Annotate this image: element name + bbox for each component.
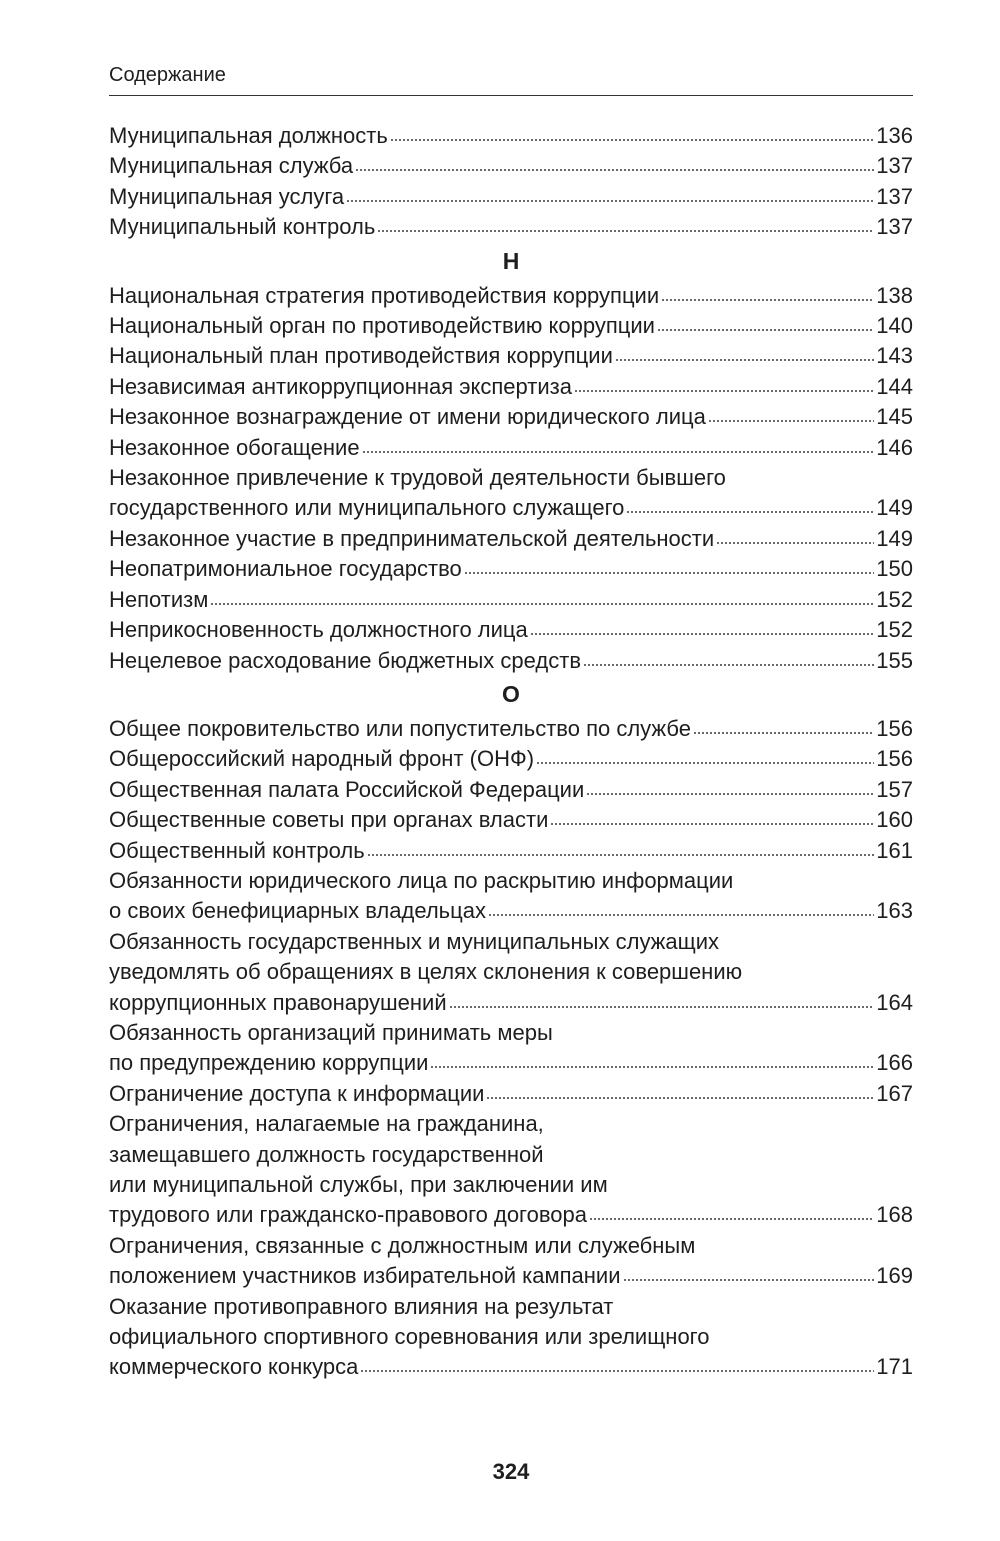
toc-entry[interactable] bbox=[109, 744, 913, 774]
entry-title-line: Муниципальная должность bbox=[109, 123, 388, 148]
dot-leader bbox=[390, 138, 874, 144]
entry-title-line: Общественный контроль bbox=[109, 837, 365, 863]
dot-leader bbox=[623, 1278, 875, 1284]
entry-last-line bbox=[109, 121, 913, 151]
entry-last-line bbox=[109, 212, 913, 242]
entry-page-number: 156 bbox=[876, 746, 913, 772]
entry-last-line bbox=[109, 714, 913, 744]
entry-title-line: Обязанность организаций принимать меры bbox=[109, 1019, 553, 1045]
entry-last-line bbox=[109, 151, 913, 181]
toc-entry[interactable] bbox=[109, 714, 913, 744]
dot-leader bbox=[367, 853, 875, 859]
dot-leader bbox=[355, 168, 874, 174]
toc-entry[interactable] bbox=[109, 311, 913, 341]
toc-entry[interactable] bbox=[109, 927, 913, 1018]
entry-page-number: 166 bbox=[876, 1050, 913, 1076]
entry-page-number: 152 bbox=[876, 586, 913, 612]
entry-last-line bbox=[109, 372, 913, 402]
header-rule bbox=[109, 95, 913, 96]
running-header: Содержание bbox=[109, 64, 226, 86]
entry-title-line: Ограничения, связанные с должностным или служебным bbox=[109, 1232, 696, 1258]
entry-page-number: 163 bbox=[876, 898, 913, 924]
entry-page-number: 164 bbox=[876, 989, 913, 1015]
toc-section bbox=[109, 246, 913, 676]
page-number: 324 bbox=[492, 1459, 530, 1484]
entry-last-line bbox=[109, 341, 913, 371]
table-of-contents bbox=[109, 121, 913, 1383]
toc-entry[interactable] bbox=[109, 281, 913, 311]
entry-last-line bbox=[109, 1048, 913, 1078]
section-letter: Н bbox=[502, 247, 520, 274]
entry-last-line bbox=[109, 1352, 913, 1382]
dot-leader bbox=[574, 389, 874, 395]
toc-entry[interactable] bbox=[109, 463, 913, 524]
entry-title-line: государственного или муниципального служащего bbox=[109, 495, 625, 521]
dot-leader bbox=[430, 1065, 874, 1071]
toc-entry[interactable] bbox=[109, 646, 913, 676]
entry-page-number: 171 bbox=[876, 1354, 913, 1380]
entry-title-line: официального спортивного соревнования или зрелищного bbox=[109, 1324, 710, 1350]
entry-title-line: о своих бенефициарных владельцах bbox=[109, 898, 486, 924]
entry-title-line: Нецелевое расходование бюджетных средств bbox=[109, 647, 582, 673]
entry-last-line bbox=[109, 1261, 913, 1291]
entry-page-number: 146 bbox=[876, 434, 913, 460]
entry-title-line: Обязанности юридического лица по раскрытию информации bbox=[109, 867, 734, 893]
book-page bbox=[109, 0, 913, 1541]
entry-title-line: Национальный орган по противодействию коррупции bbox=[109, 313, 655, 339]
entry-page-number: 144 bbox=[876, 373, 913, 399]
entry-page-number: 167 bbox=[876, 1080, 913, 1106]
dot-leader bbox=[449, 1005, 875, 1011]
dot-leader bbox=[583, 663, 874, 669]
entry-last-line bbox=[109, 493, 913, 523]
entry-title-line: Ограничение доступа к информации bbox=[109, 1080, 485, 1106]
entry-title-line: положением участников избирательной кампании bbox=[109, 1263, 621, 1289]
entry-title-line: коррупционных правонарушений bbox=[109, 989, 447, 1015]
toc-entry[interactable] bbox=[109, 212, 913, 242]
entry-last-line bbox=[109, 988, 913, 1018]
entry-last-line bbox=[109, 554, 913, 584]
entry-title-line: Общероссийский народный фронт (ОНФ) bbox=[109, 746, 535, 772]
entry-page-number: 155 bbox=[876, 647, 913, 673]
entry-title-line: по предупреждению коррупции bbox=[109, 1050, 429, 1076]
entry-page-number: 136 bbox=[876, 123, 913, 148]
dot-leader bbox=[360, 1369, 874, 1375]
entry-last-line bbox=[109, 836, 913, 866]
toc-entry[interactable] bbox=[109, 1109, 913, 1231]
entry-page-number: 152 bbox=[876, 617, 913, 643]
entry-last-line bbox=[109, 744, 913, 774]
entry-last-line bbox=[109, 281, 913, 311]
entry-title-line: Муниципальный контроль bbox=[109, 214, 376, 240]
toc-section bbox=[109, 121, 913, 243]
toc-entry[interactable] bbox=[109, 805, 913, 835]
entry-title-line: Неприкосновенность должностного лица bbox=[109, 617, 528, 643]
dot-leader bbox=[586, 792, 874, 798]
toc-entry[interactable] bbox=[109, 433, 913, 463]
toc-entry[interactable] bbox=[109, 585, 913, 615]
entry-title-line: Общественные советы при органах власти bbox=[109, 807, 549, 833]
toc-entry[interactable] bbox=[109, 1079, 913, 1109]
dot-leader bbox=[486, 1096, 874, 1102]
entry-title-line: Общественная палата Российской Федерации bbox=[109, 776, 585, 802]
toc-entry[interactable] bbox=[109, 341, 913, 371]
entry-page-number: 156 bbox=[876, 715, 913, 741]
entry-page-number: 150 bbox=[876, 556, 913, 582]
dot-leader bbox=[661, 298, 874, 304]
toc-entry[interactable] bbox=[109, 182, 913, 212]
entry-page-number: 140 bbox=[876, 313, 913, 339]
dot-leader bbox=[589, 1217, 874, 1223]
entry-last-line bbox=[109, 585, 913, 615]
toc-entry[interactable] bbox=[109, 1018, 913, 1079]
dot-leader bbox=[464, 571, 874, 577]
entry-title-line: Национальный план противодействия коррупции bbox=[109, 343, 613, 369]
dot-leader bbox=[693, 731, 874, 737]
entry-last-line bbox=[109, 615, 913, 645]
dot-leader bbox=[488, 913, 874, 919]
dot-leader bbox=[615, 358, 874, 364]
entry-title-line: Непотизм bbox=[109, 586, 209, 612]
toc-entry[interactable] bbox=[109, 554, 913, 584]
entry-title-line: Национальная стратегия противодействия коррупции bbox=[109, 282, 660, 308]
entry-page-number: 143 bbox=[876, 343, 913, 369]
entry-title-line: Незаконное участие в предпринимательской деятельности bbox=[109, 525, 715, 551]
entry-page-number: 149 bbox=[876, 525, 913, 551]
entry-last-line bbox=[109, 433, 913, 463]
entry-last-line bbox=[109, 402, 913, 432]
entry-last-line bbox=[109, 1200, 913, 1230]
entry-page-number: 168 bbox=[876, 1202, 913, 1228]
entry-title-line: Муниципальная услуга bbox=[109, 183, 345, 209]
entry-title-line: коммерческого конкурса bbox=[109, 1354, 359, 1380]
entry-title-line: уведомлять об обращениях в целях склонения к совершению bbox=[109, 959, 743, 985]
entry-page-number: 149 bbox=[876, 495, 913, 521]
toc-entry[interactable] bbox=[109, 1231, 913, 1292]
dot-leader bbox=[210, 602, 874, 608]
entry-page-number: 157 bbox=[876, 776, 913, 802]
entry-last-line bbox=[109, 182, 913, 212]
entry-page-number: 138 bbox=[876, 282, 913, 308]
entry-page-number: 137 bbox=[876, 183, 913, 209]
toc-entry[interactable] bbox=[109, 775, 913, 805]
entry-last-line bbox=[109, 311, 913, 341]
toc-entry[interactable] bbox=[109, 121, 913, 151]
entry-last-line bbox=[109, 524, 913, 554]
dot-leader bbox=[536, 761, 874, 767]
entry-page-number: 137 bbox=[876, 153, 913, 179]
dot-leader bbox=[716, 541, 874, 547]
entry-title-line: Незаконное привлечение к трудовой деятельности бывшего bbox=[109, 465, 726, 491]
entry-title-line: Оказание противоправного влияния на результат bbox=[109, 1293, 614, 1319]
entry-title-line: Неопатримониальное государство bbox=[109, 556, 462, 582]
entry-title-line: Общее покровительство или попустительство по службе bbox=[109, 715, 691, 741]
toc-entry[interactable] bbox=[109, 866, 913, 927]
dot-leader bbox=[530, 632, 875, 638]
entry-last-line bbox=[109, 775, 913, 805]
entry-last-line bbox=[109, 805, 913, 835]
entry-page-number: 137 bbox=[876, 214, 913, 240]
entry-page-number: 169 bbox=[876, 1263, 913, 1289]
toc-section bbox=[109, 679, 913, 1383]
entry-page-number: 161 bbox=[876, 837, 913, 863]
entry-title-line: Независимая антикоррупционная экспертиза bbox=[109, 373, 572, 399]
dot-leader bbox=[657, 328, 874, 334]
toc-entry[interactable] bbox=[109, 524, 913, 554]
entry-title-line: трудового или гражданско-правового договора bbox=[109, 1202, 587, 1228]
entry-title-line: Муниципальная служба bbox=[109, 153, 354, 179]
dot-leader bbox=[362, 450, 875, 456]
entry-title-line: Незаконное вознаграждение от имени юридического лица bbox=[109, 404, 706, 430]
dot-leader bbox=[708, 419, 874, 425]
dot-leader bbox=[626, 510, 874, 516]
toc-entry[interactable] bbox=[109, 836, 913, 866]
entry-title-line: или муниципальной службы, при заключении им bbox=[109, 1172, 608, 1197]
entry-page-number: 145 bbox=[876, 404, 913, 430]
entry-last-line bbox=[109, 1079, 913, 1109]
section-letter: О bbox=[502, 680, 520, 707]
entry-last-line bbox=[109, 646, 913, 676]
entry-last-line bbox=[109, 896, 913, 926]
toc-entry[interactable] bbox=[109, 372, 913, 402]
entry-page-number: 160 bbox=[876, 807, 913, 833]
toc-entry[interactable] bbox=[109, 151, 913, 181]
toc-entry[interactable] bbox=[109, 402, 913, 432]
toc-entry[interactable] bbox=[109, 615, 913, 645]
dot-leader bbox=[377, 229, 874, 235]
entry-title-line: Обязанность государственных и муниципальных служащих bbox=[109, 928, 720, 954]
entry-title-line: замещавшего должность государственной bbox=[109, 1141, 544, 1167]
entry-title-line: Незаконное обогащение bbox=[109, 434, 360, 460]
toc-entry[interactable] bbox=[109, 1292, 913, 1383]
dot-leader bbox=[550, 822, 874, 828]
dot-leader bbox=[346, 199, 874, 205]
entry-title-line: Ограничения, налагаемые на гражданина, bbox=[109, 1111, 544, 1137]
